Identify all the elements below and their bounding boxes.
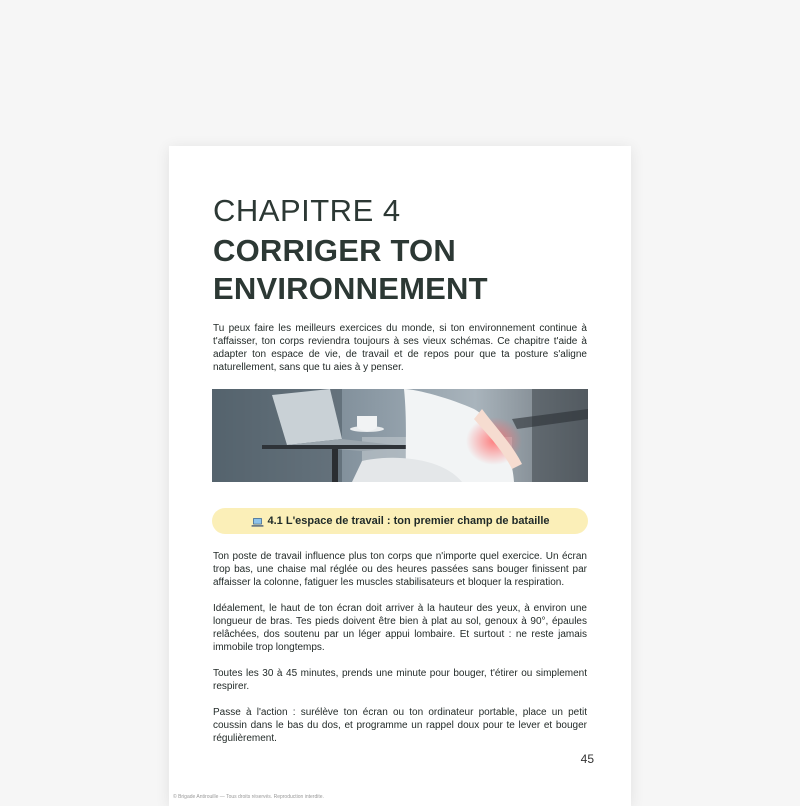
chapter-intro: Tu peux faire les meilleurs exercices du monde, si ton environnement continue à t'affaisser, ton corps reviendra toujours à ses vieux schémas. Ce chapitre t'aide à adapter ton espace de vie, de travail et de repos pour que ta posture s'aligne naturellement, sans que tu aies à y penser. [213, 323, 587, 373]
section-paragraph-2: Idéalement, le haut de ton écran doit arriver à la hauteur des yeux, à environ une longueur de bras. Tes pieds doivent être bien à plat au sol, genoux à 90°, épaules relâchées, dos soutenu par un léger appui lombaire. Et surtout : ne reste jamais immobile trop longtemps. [213, 603, 587, 653]
chapter-photo [212, 389, 588, 482]
section-paragraph-3: Toutes les 30 à 45 minutes, prends une minute pour bouger, t'étirer ou simplement respirer. [213, 668, 587, 692]
section-paragraph-4: Passe à l'action : surélève ton écran ou ton ordinateur portable, place un petit coussin dans le bas du dos, et programme un rappel doux pour te lever et bouger régulièrement. [213, 707, 587, 744]
book-page [169, 146, 631, 806]
section-paragraph-1: Ton poste de travail influence plus ton corps que n'importe quel exercice. Un écran trop bas, une chaise mal réglée ou des heures passées sans bouger finissent par affaisser la colonne, fatiguer les muscles stabilisateurs et bloquer la respiration. [213, 551, 587, 588]
page-number: 45 [580, 752, 594, 766]
copyright-footer: © Brigade Antirouille — Tous droits réservés. Reproduction interdite. [173, 794, 324, 800]
section-title: 4.1 L'espace de travail : ton premier champ de bataille [267, 515, 550, 527]
chapter-number: CHAPITRE 4 [213, 193, 401, 228]
chapter-title: CORRIGER TON ENVIRONNEMENT [213, 233, 488, 306]
section-heading [212, 508, 588, 534]
laptop-icon [251, 517, 264, 528]
